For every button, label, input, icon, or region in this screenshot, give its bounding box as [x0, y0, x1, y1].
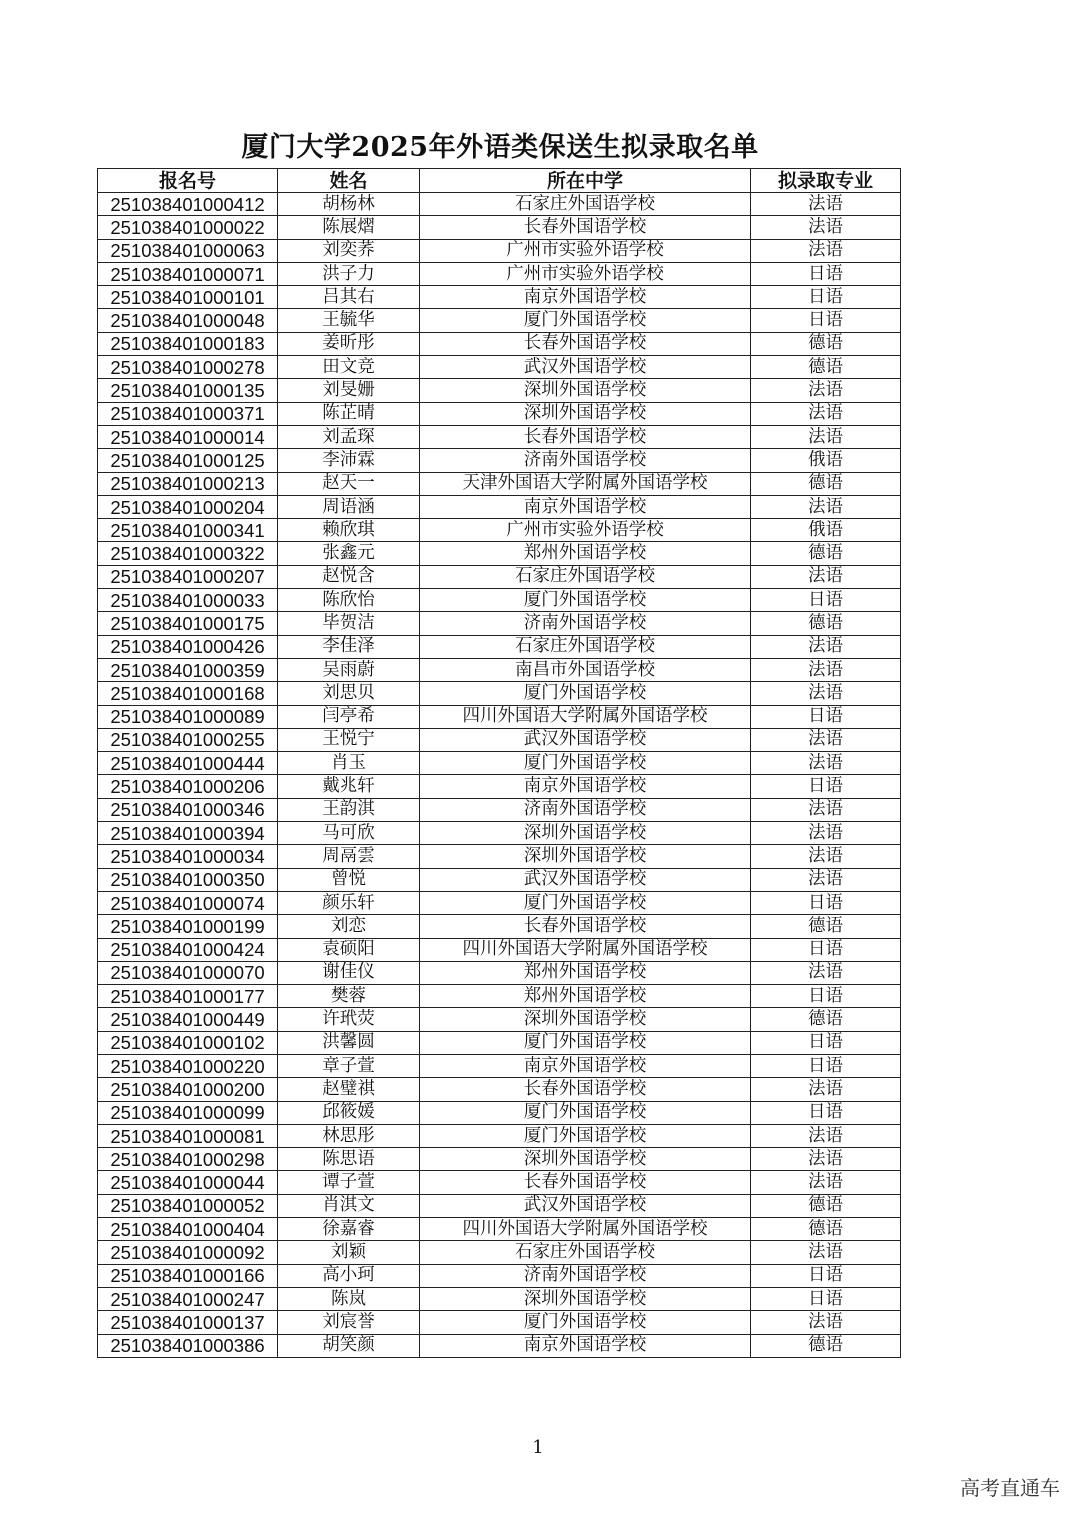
- registration-number-cell: 251038401000070: [98, 961, 278, 984]
- table-row: [98, 1124, 901, 1147]
- student-name-cell: 洪子力: [278, 262, 420, 285]
- student-name-cell: 王悦宁: [278, 728, 420, 751]
- major-cell: 俄语: [751, 519, 901, 542]
- admission-list-table: [97, 168, 901, 1358]
- student-name-cell: 曾悦: [278, 868, 420, 891]
- table-row: [98, 262, 901, 285]
- table-row: [98, 682, 901, 705]
- major-cell: 法语: [751, 565, 901, 588]
- school-cell: 深圳外国语学校: [420, 1287, 751, 1310]
- student-name-cell: 刘恋: [278, 915, 420, 938]
- school-cell: 天津外国语大学附属外国语学校: [420, 472, 751, 495]
- major-cell: 日语: [751, 1031, 901, 1054]
- table-row: [98, 1171, 901, 1194]
- table-row: [98, 193, 901, 216]
- school-cell: 石家庄外国语学校: [420, 193, 751, 216]
- major-cell: 德语: [751, 612, 901, 635]
- major-cell: 法语: [751, 845, 901, 868]
- student-name-cell: 谢佳仪: [278, 961, 420, 984]
- table-row: [98, 1078, 901, 1101]
- registration-number-cell: 251038401000033: [98, 589, 278, 612]
- school-cell: 长春外国语学校: [420, 915, 751, 938]
- registration-number-cell: 251038401000359: [98, 658, 278, 681]
- table-row: [98, 542, 901, 565]
- registration-number-cell: 251038401000386: [98, 1334, 278, 1357]
- student-name-cell: 谭子萱: [278, 1171, 420, 1194]
- school-cell: 南京外国语学校: [420, 286, 751, 309]
- major-cell: 法语: [751, 495, 901, 518]
- student-name-cell: 李沛霖: [278, 449, 420, 472]
- student-name-cell: 王毓华: [278, 309, 420, 332]
- major-cell: 法语: [751, 193, 901, 216]
- student-name-cell: 李佳泽: [278, 635, 420, 658]
- column-header-name: 姓名: [278, 169, 420, 193]
- student-name-cell: 胡笑颜: [278, 1334, 420, 1357]
- table-row: [98, 1311, 901, 1334]
- table-row: [98, 612, 901, 635]
- student-name-cell: 章子萱: [278, 1054, 420, 1077]
- registration-number-cell: 251038401000125: [98, 449, 278, 472]
- registration-number-cell: 251038401000278: [98, 356, 278, 379]
- major-cell: 法语: [751, 239, 901, 262]
- student-name-cell: 张鑫元: [278, 542, 420, 565]
- school-cell: 厦门外国语学校: [420, 1124, 751, 1147]
- school-cell: 长春外国语学校: [420, 1171, 751, 1194]
- table-row: [98, 1101, 901, 1124]
- student-name-cell: 赵璧祺: [278, 1078, 420, 1101]
- major-cell: 法语: [751, 1171, 901, 1194]
- school-cell: 济南外国语学校: [420, 612, 751, 635]
- table-row: [98, 775, 901, 798]
- table-body: [98, 193, 901, 1358]
- registration-number-cell: 251038401000044: [98, 1171, 278, 1194]
- table-row: [98, 565, 901, 588]
- table-row: [98, 589, 901, 612]
- registration-number-cell: 251038401000346: [98, 798, 278, 821]
- registration-number-cell: 251038401000350: [98, 868, 278, 891]
- school-cell: 南京外国语学校: [420, 1334, 751, 1357]
- table-row: [98, 1148, 901, 1171]
- registration-number-cell: 251038401000444: [98, 752, 278, 775]
- registration-number-cell: 251038401000200: [98, 1078, 278, 1101]
- registration-number-cell: 251038401000177: [98, 985, 278, 1008]
- major-cell: 德语: [751, 332, 901, 355]
- school-cell: 深圳外国语学校: [420, 822, 751, 845]
- school-cell: 济南外国语学校: [420, 798, 751, 821]
- registration-number-cell: 251038401000081: [98, 1124, 278, 1147]
- student-name-cell: 颜乐轩: [278, 891, 420, 914]
- student-name-cell: 刘旻姗: [278, 379, 420, 402]
- major-cell: 日语: [751, 775, 901, 798]
- major-cell: 法语: [751, 728, 901, 751]
- major-cell: 法语: [751, 402, 901, 425]
- school-cell: 石家庄外国语学校: [420, 635, 751, 658]
- student-name-cell: 陈思语: [278, 1148, 420, 1171]
- major-cell: 德语: [751, 1194, 901, 1217]
- student-name-cell: 洪馨圆: [278, 1031, 420, 1054]
- registration-number-cell: 251038401000322: [98, 542, 278, 565]
- table-row: [98, 356, 901, 379]
- school-cell: 武汉外国语学校: [420, 728, 751, 751]
- major-cell: 法语: [751, 1311, 901, 1334]
- student-name-cell: 陈展熠: [278, 216, 420, 239]
- table-row: [98, 822, 901, 845]
- student-name-cell: 周鬲雲: [278, 845, 420, 868]
- school-cell: 郑州外国语学校: [420, 542, 751, 565]
- table-row: [98, 379, 901, 402]
- major-cell: 德语: [751, 1008, 901, 1031]
- student-name-cell: 刘颖: [278, 1241, 420, 1264]
- table-row: [98, 635, 901, 658]
- registration-number-cell: 251038401000071: [98, 262, 278, 285]
- student-name-cell: 刘思贝: [278, 682, 420, 705]
- registration-number-cell: 251038401000034: [98, 845, 278, 868]
- major-cell: 法语: [751, 216, 901, 239]
- school-cell: 长春外国语学校: [420, 216, 751, 239]
- major-cell: 法语: [751, 1241, 901, 1264]
- table-row: [98, 216, 901, 239]
- column-header-major: 拟录取专业: [751, 169, 901, 193]
- school-cell: 郑州外国语学校: [420, 961, 751, 984]
- table-row: [98, 1218, 901, 1241]
- registration-number-cell: 251038401000204: [98, 495, 278, 518]
- registration-number-cell: 251038401000092: [98, 1241, 278, 1264]
- registration-number-cell: 251038401000213: [98, 472, 278, 495]
- school-cell: 济南外国语学校: [420, 1264, 751, 1287]
- major-cell: 日语: [751, 985, 901, 1008]
- registration-number-cell: 251038401000255: [98, 728, 278, 751]
- school-cell: 南京外国语学校: [420, 1054, 751, 1077]
- major-cell: 德语: [751, 542, 901, 565]
- registration-number-cell: 251038401000063: [98, 239, 278, 262]
- school-cell: 深圳外国语学校: [420, 1148, 751, 1171]
- student-name-cell: 袁硕阳: [278, 938, 420, 961]
- watermark: 高考直通车: [960, 1476, 1060, 1500]
- table-row: [98, 915, 901, 938]
- major-cell: 日语: [751, 1264, 901, 1287]
- table-row: [98, 752, 901, 775]
- table-row: [98, 332, 901, 355]
- table-row: [98, 891, 901, 914]
- student-name-cell: 吕其右: [278, 286, 420, 309]
- major-cell: 法语: [751, 961, 901, 984]
- school-cell: 厦门外国语学校: [420, 1101, 751, 1124]
- registration-number-cell: 251038401000168: [98, 682, 278, 705]
- student-name-cell: 许玳荧: [278, 1008, 420, 1031]
- school-cell: 四川外国语大学附属外国语学校: [420, 1218, 751, 1241]
- table-row: [98, 961, 901, 984]
- student-name-cell: 陈岚: [278, 1287, 420, 1310]
- major-cell: 法语: [751, 1148, 901, 1171]
- registration-number-cell: 251038401000074: [98, 891, 278, 914]
- student-name-cell: 赵悦含: [278, 565, 420, 588]
- major-cell: 法语: [751, 798, 901, 821]
- registration-number-cell: 251038401000048: [98, 309, 278, 332]
- student-name-cell: 徐嘉睿: [278, 1218, 420, 1241]
- table-row: [98, 495, 901, 518]
- school-cell: 深圳外国语学校: [420, 1008, 751, 1031]
- table-row: [98, 868, 901, 891]
- registration-number-cell: 251038401000175: [98, 612, 278, 635]
- table-row: [98, 402, 901, 425]
- school-cell: 四川外国语大学附属外国语学校: [420, 938, 751, 961]
- table-row: [98, 519, 901, 542]
- major-cell: 法语: [751, 1124, 901, 1147]
- student-name-cell: 樊蓉: [278, 985, 420, 1008]
- school-cell: 广州市实验外语学校: [420, 519, 751, 542]
- major-cell: 法语: [751, 822, 901, 845]
- registration-number-cell: 251038401000426: [98, 635, 278, 658]
- student-name-cell: 马可欣: [278, 822, 420, 845]
- major-cell: 德语: [751, 915, 901, 938]
- document-title: 厦门大学2025年外语类保送生拟录取名单: [241, 132, 759, 163]
- registration-number-cell: 251038401000207: [98, 565, 278, 588]
- major-cell: 法语: [751, 379, 901, 402]
- school-cell: 长春外国语学校: [420, 425, 751, 448]
- school-cell: 厦门外国语学校: [420, 309, 751, 332]
- major-cell: 法语: [751, 635, 901, 658]
- school-cell: 深圳外国语学校: [420, 402, 751, 425]
- registration-number-cell: 251038401000424: [98, 938, 278, 961]
- registration-number-cell: 251038401000298: [98, 1148, 278, 1171]
- table-row: [98, 1241, 901, 1264]
- registration-number-cell: 251038401000394: [98, 822, 278, 845]
- major-cell: 日语: [751, 705, 901, 728]
- table-row: [98, 425, 901, 448]
- student-name-cell: 邱筱媛: [278, 1101, 420, 1124]
- registration-number-cell: 251038401000206: [98, 775, 278, 798]
- major-cell: 日语: [751, 891, 901, 914]
- registration-number-cell: 251038401000052: [98, 1194, 278, 1217]
- registration-number-cell: 251038401000341: [98, 519, 278, 542]
- student-name-cell: 肖玉: [278, 752, 420, 775]
- table-row: [98, 1334, 901, 1357]
- registration-number-cell: 251038401000014: [98, 425, 278, 448]
- student-name-cell: 陈芷晴: [278, 402, 420, 425]
- registration-number-cell: 251038401000101: [98, 286, 278, 309]
- school-cell: 厦门外国语学校: [420, 752, 751, 775]
- table-row: [98, 239, 901, 262]
- table-row: [98, 705, 901, 728]
- major-cell: 德语: [751, 1218, 901, 1241]
- table-row: [98, 658, 901, 681]
- school-cell: 武汉外国语学校: [420, 868, 751, 891]
- major-cell: 日语: [751, 309, 901, 332]
- major-cell: 日语: [751, 1054, 901, 1077]
- school-cell: 四川外国语大学附属外国语学校: [420, 705, 751, 728]
- school-cell: 武汉外国语学校: [420, 356, 751, 379]
- school-cell: 武汉外国语学校: [420, 1194, 751, 1217]
- school-cell: 深圳外国语学校: [420, 379, 751, 402]
- student-name-cell: 刘奕荞: [278, 239, 420, 262]
- major-cell: 法语: [751, 658, 901, 681]
- table-row: [98, 309, 901, 332]
- major-cell: 俄语: [751, 449, 901, 472]
- table-row: [98, 845, 901, 868]
- school-cell: 深圳外国语学校: [420, 845, 751, 868]
- school-cell: 长春外国语学校: [420, 332, 751, 355]
- major-cell: 法语: [751, 752, 901, 775]
- major-cell: 日语: [751, 589, 901, 612]
- table-header-row: [98, 169, 901, 193]
- registration-number-cell: 251038401000102: [98, 1031, 278, 1054]
- school-cell: 厦门外国语学校: [420, 1311, 751, 1334]
- registration-number-cell: 251038401000137: [98, 1311, 278, 1334]
- major-cell: 法语: [751, 868, 901, 891]
- school-cell: 南京外国语学校: [420, 495, 751, 518]
- major-cell: 德语: [751, 1334, 901, 1357]
- registration-number-cell: 251038401000135: [98, 379, 278, 402]
- school-cell: 石家庄外国语学校: [420, 565, 751, 588]
- student-name-cell: 闫亭希: [278, 705, 420, 728]
- registration-number-cell: 251038401000449: [98, 1008, 278, 1031]
- major-cell: 德语: [751, 472, 901, 495]
- major-cell: 法语: [751, 425, 901, 448]
- column-header-registration-number: 报名号: [98, 169, 278, 193]
- registration-number-cell: 251038401000089: [98, 705, 278, 728]
- major-cell: 法语: [751, 1078, 901, 1101]
- table-row: [98, 1287, 901, 1310]
- student-name-cell: 田文竞: [278, 356, 420, 379]
- major-cell: 法语: [751, 682, 901, 705]
- school-cell: 厦门外国语学校: [420, 589, 751, 612]
- table-row: [98, 985, 901, 1008]
- student-name-cell: 毕贺洁: [278, 612, 420, 635]
- school-cell: 广州市实验外语学校: [420, 262, 751, 285]
- student-name-cell: 林思彤: [278, 1124, 420, 1147]
- student-name-cell: 王韵淇: [278, 798, 420, 821]
- school-cell: 广州市实验外语学校: [420, 239, 751, 262]
- table-row: [98, 1264, 901, 1287]
- student-name-cell: 刘宸誉: [278, 1311, 420, 1334]
- column-header-school: 所在中学: [420, 169, 751, 193]
- school-cell: 济南外国语学校: [420, 449, 751, 472]
- student-name-cell: 胡杨林: [278, 193, 420, 216]
- registration-number-cell: 251038401000099: [98, 1101, 278, 1124]
- major-cell: 德语: [751, 356, 901, 379]
- school-cell: 石家庄外国语学校: [420, 1241, 751, 1264]
- student-name-cell: 陈欣怡: [278, 589, 420, 612]
- registration-number-cell: 251038401000166: [98, 1264, 278, 1287]
- table-row: [98, 938, 901, 961]
- table-row: [98, 1194, 901, 1217]
- school-cell: 南京外国语学校: [420, 775, 751, 798]
- registration-number-cell: 251038401000022: [98, 216, 278, 239]
- student-name-cell: 刘孟琛: [278, 425, 420, 448]
- table-row: [98, 1031, 901, 1054]
- major-cell: 日语: [751, 1101, 901, 1124]
- registration-number-cell: 251038401000183: [98, 332, 278, 355]
- registration-number-cell: 251038401000412: [98, 193, 278, 216]
- registration-number-cell: 251038401000247: [98, 1287, 278, 1310]
- registration-number-cell: 251038401000371: [98, 402, 278, 425]
- table-row: [98, 1008, 901, 1031]
- student-name-cell: 姜昕彤: [278, 332, 420, 355]
- table-row: [98, 472, 901, 495]
- major-cell: 日语: [751, 938, 901, 961]
- school-cell: 郑州外国语学校: [420, 985, 751, 1008]
- table-row: [98, 286, 901, 309]
- page-number: 1: [532, 1437, 544, 1458]
- student-name-cell: 赖欣琪: [278, 519, 420, 542]
- major-cell: 日语: [751, 262, 901, 285]
- table-row: [98, 1054, 901, 1077]
- table-row: [98, 449, 901, 472]
- school-cell: 厦门外国语学校: [420, 1031, 751, 1054]
- school-cell: 厦门外国语学校: [420, 891, 751, 914]
- table-row: [98, 798, 901, 821]
- student-name-cell: 高小珂: [278, 1264, 420, 1287]
- major-cell: 日语: [751, 286, 901, 309]
- student-name-cell: 赵天一: [278, 472, 420, 495]
- registration-number-cell: 251038401000199: [98, 915, 278, 938]
- student-name-cell: 肖淇文: [278, 1194, 420, 1217]
- registration-number-cell: 251038401000404: [98, 1218, 278, 1241]
- school-cell: 南昌市外国语学校: [420, 658, 751, 681]
- student-name-cell: 周语涵: [278, 495, 420, 518]
- registration-number-cell: 251038401000220: [98, 1054, 278, 1077]
- student-name-cell: 戴兆轩: [278, 775, 420, 798]
- table-row: [98, 728, 901, 751]
- student-name-cell: 吴雨蔚: [278, 658, 420, 681]
- school-cell: 长春外国语学校: [420, 1078, 751, 1101]
- major-cell: 日语: [751, 1287, 901, 1310]
- school-cell: 厦门外国语学校: [420, 682, 751, 705]
